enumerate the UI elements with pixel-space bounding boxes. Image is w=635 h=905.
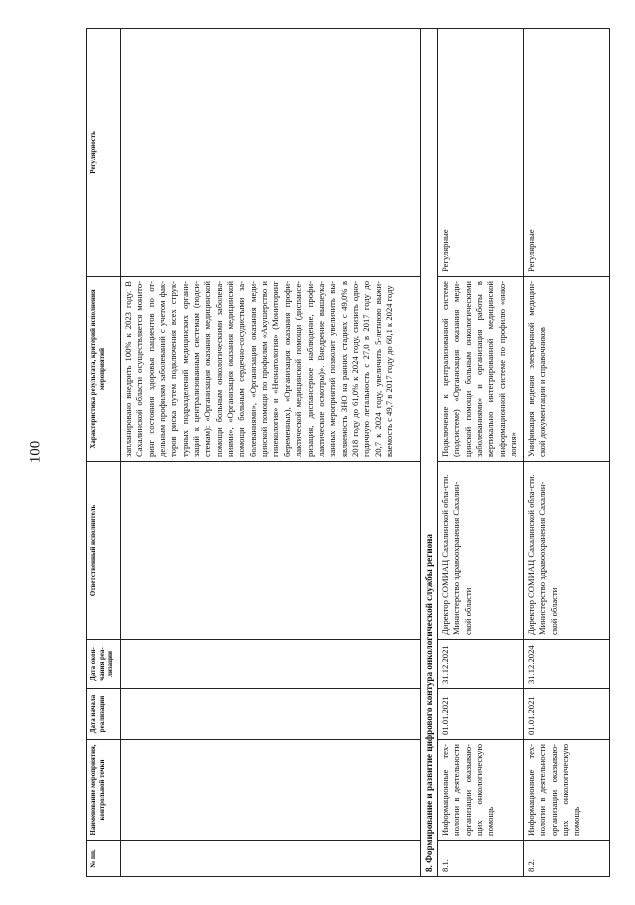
row-responsible-director: Директор СОМИАЦ Сахалинской обла-сти.: [526, 474, 536, 635]
row-frequency: Регулярные: [524, 29, 610, 277]
continuation-row: [121, 29, 421, 877]
row-num: 8.2.: [524, 841, 610, 877]
row-responsible: [438, 462, 524, 640]
section-title: 8. Формирование и развитие цифрового контура онкологической службы региона: [421, 29, 438, 877]
activity-table: [86, 28, 610, 877]
table-header-row: [87, 29, 121, 877]
row-responsible-ministry: Министерство здравоохранения Сахалин-ской области: [451, 481, 473, 635]
row-responsible: [524, 462, 610, 640]
row-name: Информационные тех-нологии в деятельности организации оказываю-щих онкологическую помощь: [524, 740, 610, 841]
row-responsible-director: Директор СОМИАЦ Сахалинской обла-сти.: [440, 474, 450, 635]
page-number: 100: [27, 440, 44, 464]
header-result: Характеристика результата, критерий исполнения мероприятий: [87, 277, 121, 462]
row-end-date: 31.12.2024: [524, 640, 610, 689]
rotated-table-container: [86, 29, 616, 877]
row-result: Подключение к централизованной системе (подсистеме) «Организация оказания меди-цинской помощи больным онкологическими заболеваниями» и организация работы в вертикально интегрированной медицинской информационной системе по профилю «онко-логия»: [438, 277, 524, 462]
table-row: [438, 29, 524, 877]
header-num: № пп.: [87, 841, 121, 877]
header-start-date: Дата начала реализации: [87, 689, 121, 740]
row-num: 8.1.: [438, 841, 524, 877]
row-name: Информационные тех-нологии в деятельности организации оказываю-щих онкологическую помощь: [438, 740, 524, 841]
table-row: [524, 29, 610, 877]
continuation-result: запланировано внедрить 100% к 2023 году. В Сахалинской области осуществляется монито-ринг состояния здоровья пациентов по от-дельным профилям заболеваний с учетом фак-торов риска путем подключения всех струк-турных подразделений медицинских органи-заций к централизованным системам (подси-стемам): «Организация оказания медицинской помощи больным онкологическими заболева-ниями», «Организация оказания медицинской помощи больным сердечно-сосудистыми за-болеваниями», «Организации оказания меди-цинской помощи по профилям «Акушерство и гинекология» и «Неонатология» (Мониторинг беременных), «Организация оказания профи-лактической медицинской помощи (диспансе-ризация, диспансерное наблюдение, профи-лактические осмотры)». Внедрение вышеука-занных мероприятий позволит увеличить вы-являемость ЗНО на ранних стадиях с 49,0% в 2018 году до 61,0% к 2024 году, снизить одно-годичную летальность с 27,0 в 2017 году до 20,7 к 2024 году, увеличить 5-летнюю выжи-ваемость с 49,7 в 2017 году до 60,1 к 2024 году: [121, 277, 421, 462]
header-end-date: Дата окон-чания реа-лизации: [87, 640, 121, 689]
header-name: Наименование мероприятия, контрольной точки: [87, 740, 121, 841]
row-end-date: 31.12.2021: [438, 640, 524, 689]
header-frequency: Регулярность: [87, 29, 121, 277]
row-start-date: 01.01.2021: [524, 689, 610, 740]
row-responsible-ministry: Министерство здравоохранения Сахалин-ской области: [537, 481, 559, 635]
section-row: [421, 29, 438, 877]
row-frequency: Регулярные: [438, 29, 524, 277]
header-responsible: Ответственный исполнитель: [87, 462, 121, 640]
row-start-date: 01.01.2021: [438, 689, 524, 740]
row-result: Унификация ведения электронной медицин-ской документации и справочников: [524, 277, 610, 462]
